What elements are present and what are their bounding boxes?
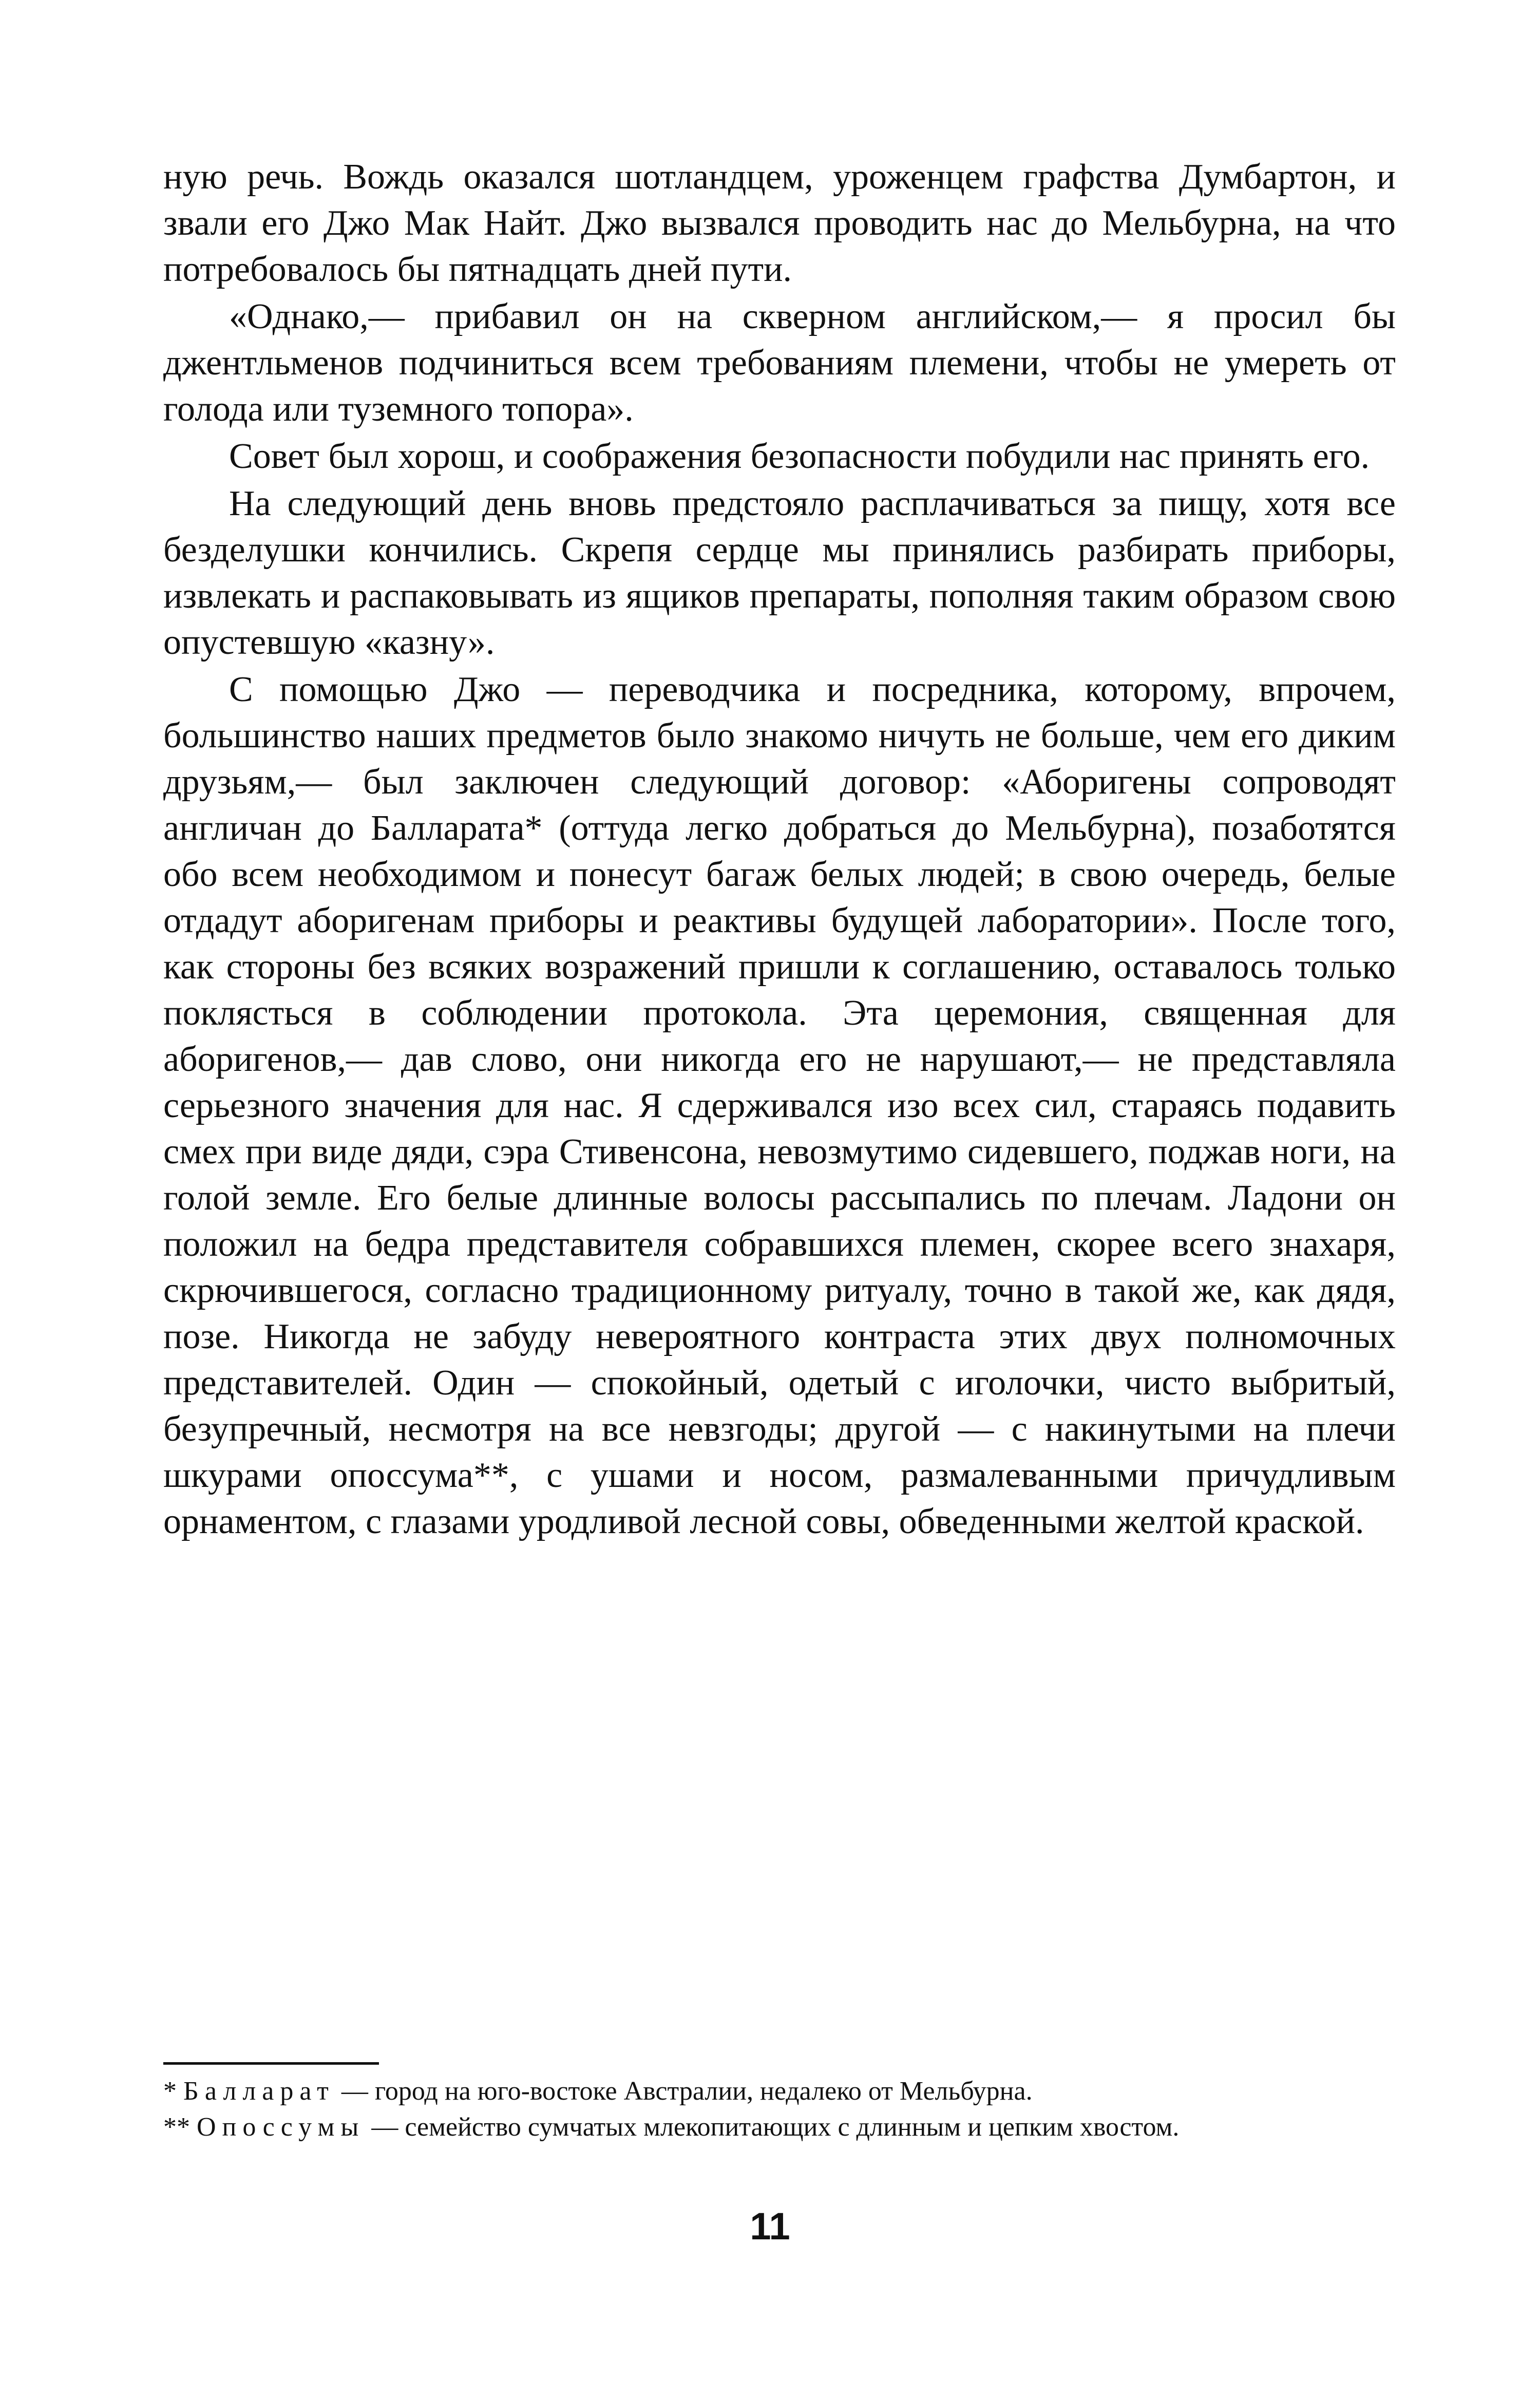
footnote-term: Опоссумы [197,2112,365,2142]
paragraph: С помощью Джо — переводчика и посредника, которому, впрочем, большинство наших предметов было знакомо ничуть не больше, чем его диким друзьям,— был заключен следующий договор: «Аборигены сопроводят англичан до Балларата* (оттуда легко добраться до Мельбурна), позаботятся обо всем необходимом и понесут багаж белых людей; в свою очередь, белые отдадут аборигенам приборы и реактивы будущей лаборатории». После того, как стороны без всяких возражений пришли к соглашению, оставалось только поклясться в соблюдении протокола. Эта церемония, священная для аборигенов,— дав слово, они никогда его не нарушают,— не представляла серьезного значения для нас. Я сдерживался изо всех сил, стараясь подавить смех при виде дяди, сэра Стивенсона, невозмутимо сидевшего, поджав ноги, на голой земле. Его белые длинные волосы рассыпались по плечам. Ладони он положил на бедра представителя собравшихся племен, скорее всего знахаря, скрючившегося, согласно традиционному ритуалу, точно в такой же, как дядя, позе. Никогда не забуду невероятного контраста этих двух полномочных представителей. Один — спокойный, одетый с иголочки, чисто выбритый, безупречный, несмотря на все невзгоды; другой — с накинутыми на плечи шкурами опоссума**, с ушами и носом, размалеванными причудливым орнаментом, с глазами уродливой лесной совы, обведенными желтой краской. [163,670,1396,1541]
paragraph: «Однако,— прибавил он на скверном английском,— я просил бы джентльменов подчиниться всем требованиям племени, чтобы не умереть от голода или туземного топора». [163,297,1396,429]
footnote-marker: * [163,2077,177,2106]
body-text [163,154,1396,1546]
paragraph: ную речь. Вождь оказался шотландцем, уроженцем графства Думбартон, и звали его Джо Мак Найт. Джо вызвался проводить нас до Мельбурна, на что потребовалось бы пятнадцать дней пути. [163,157,1396,289]
page-number: 11 [750,2205,790,2248]
footnote-term: Балларат [183,2077,335,2106]
footnote-divider [163,2062,379,2065]
footnotes [163,2075,1396,2147]
footnote-marker: ** [163,2112,190,2142]
footnote-text: — город на юго-востоке Австралии, недалеко от Мельбурна. [334,2077,1033,2106]
footnote [163,2075,1396,2108]
footnote-text: — семейство сумчатых млекопитающих с длинным и цепким хвостом. [365,2112,1180,2142]
paragraph: На следующий день вновь предстояло расплачиваться за пищу, хотя все безделушки кончились. Скрепя сердце мы принялись разбирать приборы, извлекать и распаковывать из ящиков препараты, пополняя таким образом свою опустевшую «казну». [163,484,1396,662]
paragraph: Совет был хорош, и соображения безопасности побудили нас принять его. [229,437,1370,476]
footnote [163,2111,1396,2144]
